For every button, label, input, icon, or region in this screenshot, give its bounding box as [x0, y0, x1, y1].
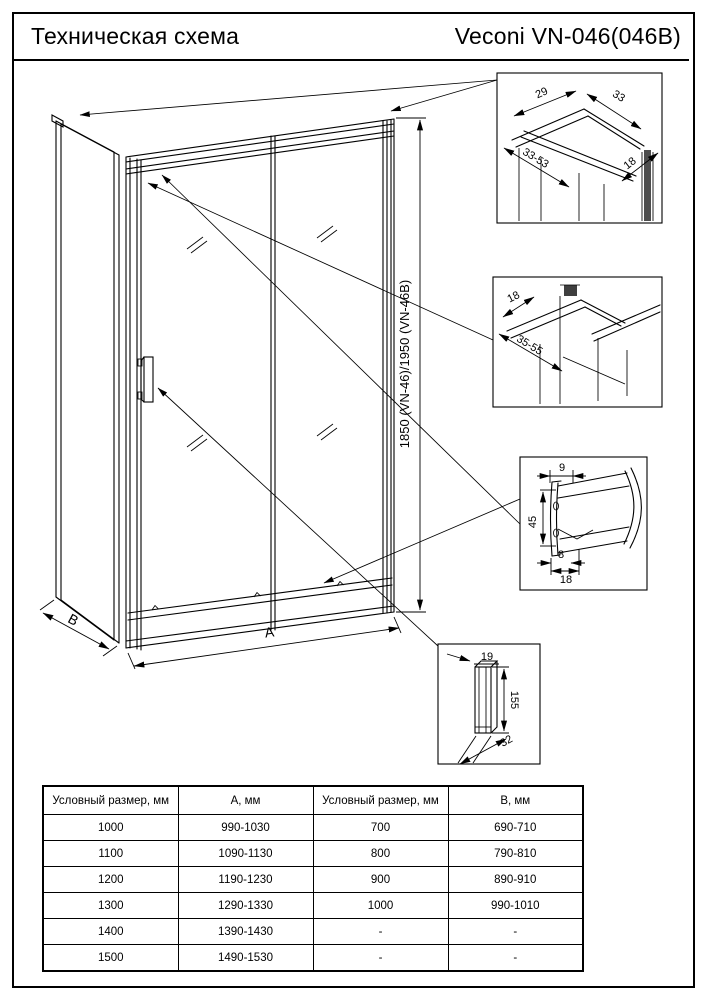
cell: 1000	[43, 815, 178, 841]
height-dimension	[396, 118, 426, 612]
cell: 1500	[43, 945, 178, 972]
cell: 1100	[43, 841, 178, 867]
cell: -	[448, 945, 583, 972]
cell: 1000	[313, 893, 448, 919]
detail-box-top-rail	[493, 277, 662, 407]
dim-18-glass: 18	[621, 155, 639, 173]
cell: 1300	[43, 893, 178, 919]
detail-box-handle	[438, 644, 540, 764]
table-header-row	[43, 786, 583, 815]
cell: 790-810	[448, 841, 583, 867]
glass-sparkle-icon	[317, 424, 337, 440]
dim-35-55: 35-55	[514, 333, 545, 358]
page-title: Техническая схема	[31, 23, 240, 49]
leader-lines	[80, 80, 520, 646]
width-dimension-a	[128, 617, 401, 669]
col-header-b: В, мм	[448, 786, 583, 815]
cell: 690-710	[448, 815, 583, 841]
cell: 1400	[43, 919, 178, 945]
dim-155: 155	[508, 690, 520, 710]
depth-label-b: B	[65, 610, 82, 629]
glass-sparkle-icon	[187, 237, 207, 253]
cell: 1390-1430	[178, 919, 313, 945]
cell: 1490-1530	[178, 945, 313, 972]
depth-dimension-b	[40, 600, 117, 656]
cell: 900	[313, 867, 448, 893]
cell: 700	[313, 815, 448, 841]
col-header-nominal-b: Условный размер, мм	[313, 786, 448, 815]
door-handle	[138, 357, 153, 402]
cell: 890-910	[448, 867, 583, 893]
width-label-a: A	[263, 623, 276, 641]
cell: 1200	[43, 867, 178, 893]
roller-block	[564, 285, 577, 296]
cell: 1190-1230	[178, 867, 313, 893]
dim-32: 32	[498, 733, 515, 750]
dim-18-rail: 18	[505, 289, 522, 306]
table-row	[43, 841, 583, 867]
glass-reflections	[187, 226, 337, 451]
dim-19: 19	[480, 651, 494, 663]
dim-18-wall: 18	[559, 574, 573, 586]
dim-9: 9	[558, 462, 566, 474]
height-dimension-label: 1850 (VN-46)/1950 (VN-46B)	[397, 279, 412, 449]
glass-sparkle-icon	[187, 435, 207, 451]
sliding-panel-edge	[271, 136, 275, 630]
side-panel	[52, 115, 119, 643]
glass-sparkle-icon	[317, 226, 337, 242]
dim-45: 45	[527, 515, 539, 529]
table-row	[43, 919, 583, 945]
cell: 800	[313, 841, 448, 867]
product-title: Veconi VN-046(046B)	[454, 23, 681, 49]
cell: 990-1010	[448, 893, 583, 919]
table-row	[43, 867, 583, 893]
col-header-a: А, мм	[178, 786, 313, 815]
cell: 990-1030	[178, 815, 313, 841]
cell: 1290-1330	[178, 893, 313, 919]
cell: -	[313, 945, 448, 972]
dim-29: 29	[533, 85, 550, 102]
dim-33-53: 33-53	[520, 146, 551, 171]
col-header-nominal-a: Условный размер, мм	[43, 786, 178, 815]
table-row	[43, 945, 583, 972]
dim-33: 33	[610, 88, 627, 105]
table-row	[43, 815, 583, 841]
detail-box-wall-profile	[520, 457, 647, 590]
cell: -	[448, 919, 583, 945]
table-row	[43, 893, 583, 919]
detail-box-top-corner	[497, 73, 662, 223]
size-table	[42, 785, 584, 972]
dim-8: 8	[557, 549, 565, 561]
cell: 1090-1130	[178, 841, 313, 867]
cell: -	[313, 919, 448, 945]
